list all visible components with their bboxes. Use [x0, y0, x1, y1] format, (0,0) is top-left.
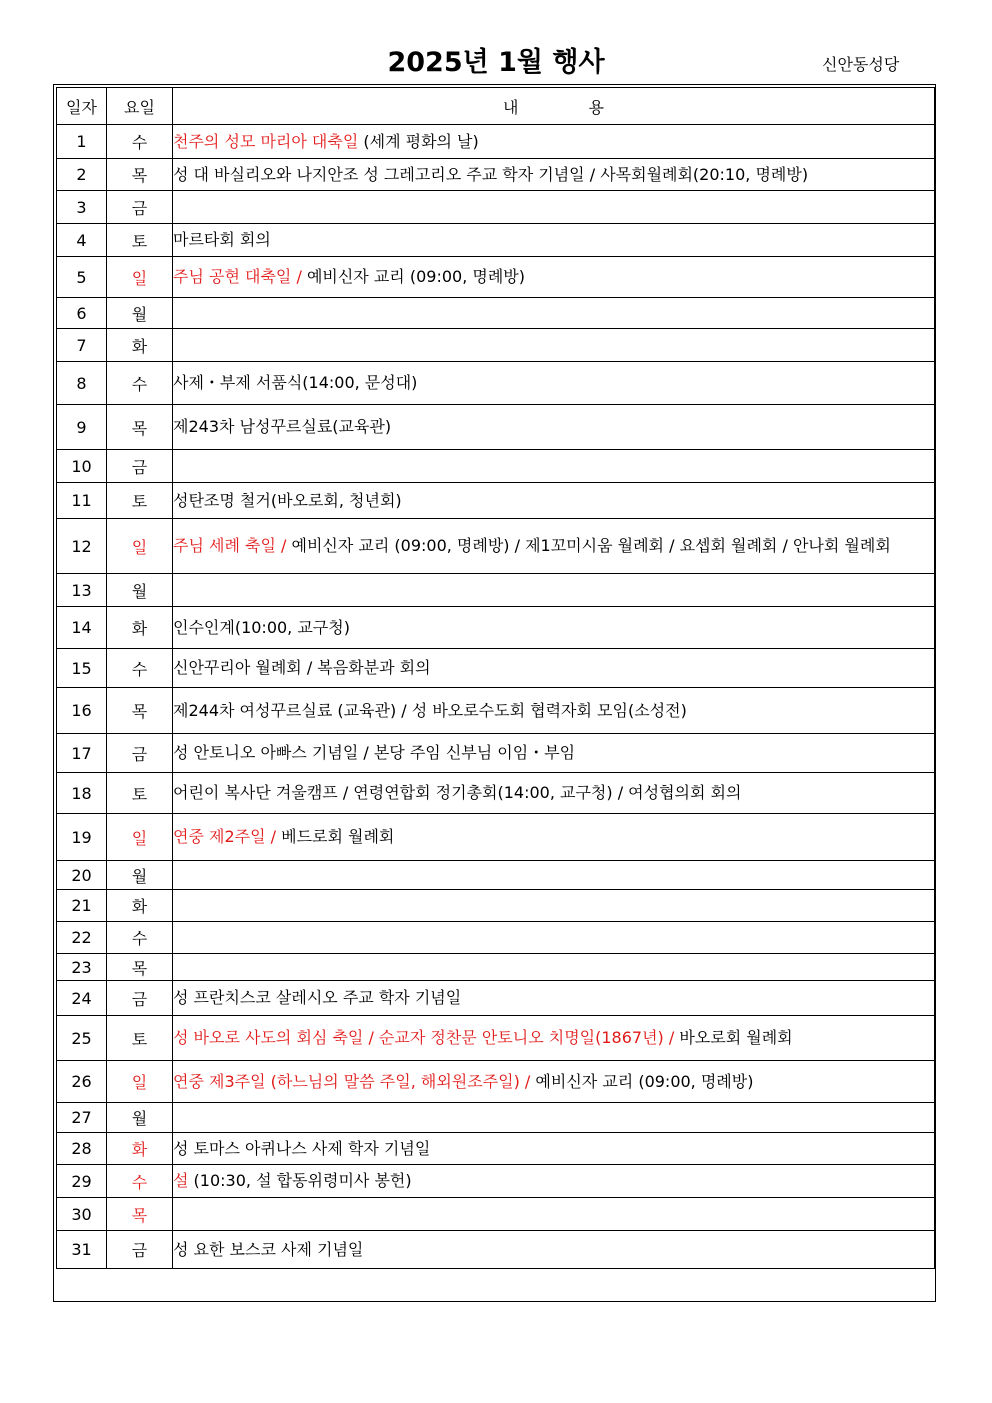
event-text: 제243차 남성꾸르실료(교육관) — [173, 417, 392, 436]
weekday-cell: 목 — [107, 688, 173, 734]
table-row — [57, 1198, 935, 1231]
event-cell — [173, 1133, 935, 1165]
event-cell — [173, 1231, 935, 1269]
day-cell: 31 — [57, 1231, 107, 1269]
weekday-cell: 화 — [107, 607, 173, 649]
day-cell: 9 — [57, 405, 107, 450]
weekday-cell: 금 — [107, 450, 173, 483]
table-row — [57, 257, 935, 298]
table-row — [57, 1165, 935, 1198]
event-cell — [173, 607, 935, 649]
day-cell: 3 — [57, 191, 107, 224]
day-cell: 23 — [57, 954, 107, 981]
table-row — [57, 607, 935, 649]
day-cell: 7 — [57, 329, 107, 362]
weekday-cell: 월 — [107, 1103, 173, 1133]
event-highlight: 천주의 성모 마리아 대축일 — [173, 131, 359, 151]
day-cell: 16 — [57, 688, 107, 734]
event-cell — [173, 773, 935, 814]
event-cell — [173, 1165, 935, 1198]
event-text: 예비신자 교리 (09:00, 명례방) / 제1꼬미시움 월례회 / 요셉회 월례회 / 안나회 월례회 — [291, 536, 891, 555]
table-row — [57, 159, 935, 191]
page-title: 2025년 1월 행사 — [387, 47, 605, 78]
table-row — [57, 773, 935, 814]
table-row — [57, 191, 935, 224]
table-row — [57, 922, 935, 954]
table-row — [57, 814, 935, 861]
header-weekday: 요일 — [107, 88, 173, 125]
event-cell — [173, 362, 935, 405]
event-text: 예비신자 교리 (09:00, 명례방) — [306, 267, 525, 286]
event-cell — [173, 574, 935, 607]
table-row — [57, 1133, 935, 1165]
weekday-cell: 토 — [107, 773, 173, 814]
event-cell — [173, 688, 935, 734]
event-cell — [173, 257, 935, 298]
weekday-cell: 일 — [107, 519, 173, 574]
weekday-cell: 수 — [107, 125, 173, 159]
table-row — [57, 1016, 935, 1061]
weekday-cell: 목 — [107, 954, 173, 981]
event-cell — [173, 981, 935, 1016]
day-cell: 12 — [57, 519, 107, 574]
day-cell: 27 — [57, 1103, 107, 1133]
event-text: 인수인계(10:00, 교구청) — [173, 617, 350, 637]
weekday-cell: 토 — [107, 1016, 173, 1061]
event-cell — [173, 329, 935, 362]
day-cell: 13 — [57, 574, 107, 607]
event-cell — [173, 298, 935, 329]
event-text: 성 토마스 아퀴나스 사제 학자 기념일 — [173, 1138, 431, 1158]
weekday-cell: 수 — [107, 922, 173, 954]
event-cell — [173, 450, 935, 483]
weekday-cell: 금 — [107, 1231, 173, 1269]
weekday-cell: 금 — [107, 981, 173, 1016]
event-cell — [173, 519, 935, 574]
event-highlight: 주님 공현 대축일 / — [173, 267, 307, 286]
table-row — [57, 688, 935, 734]
event-cell — [173, 405, 935, 450]
event-cell — [173, 1103, 935, 1133]
day-cell: 15 — [57, 649, 107, 688]
weekday-cell: 토 — [107, 483, 173, 519]
table-row — [57, 362, 935, 405]
event-cell — [173, 224, 935, 257]
weekday-cell: 월 — [107, 861, 173, 890]
event-cell — [173, 125, 935, 159]
event-cell — [173, 734, 935, 773]
table-header-row — [57, 88, 935, 125]
table-row — [57, 224, 935, 257]
event-cell — [173, 1061, 935, 1103]
day-cell: 30 — [57, 1198, 107, 1231]
table-row — [57, 405, 935, 450]
event-cell — [173, 159, 935, 191]
day-cell: 19 — [57, 814, 107, 861]
day-cell: 10 — [57, 450, 107, 483]
event-cell — [173, 1016, 935, 1061]
day-cell: 20 — [57, 861, 107, 890]
weekday-cell: 목 — [107, 159, 173, 191]
event-highlight: 연중 제2주일 / — [173, 827, 282, 846]
weekday-cell: 토 — [107, 224, 173, 257]
header-content-part1: 내 — [503, 97, 519, 117]
weekday-cell: 화 — [107, 890, 173, 922]
table-row — [57, 450, 935, 483]
event-text: 마르타회 회의 — [173, 230, 271, 249]
weekday-cell: 수 — [107, 649, 173, 688]
weekday-cell: 수 — [107, 362, 173, 405]
event-text: 성 대 바실리오와 나지안조 성 그레고리오 주교 학자 기념일 / 사목회월례회(20:10, 명례방) — [173, 164, 809, 184]
weekday-cell: 일 — [107, 257, 173, 298]
table-row — [57, 574, 935, 607]
event-text: 사제・부제 서품식(14:00, 문성대) — [173, 373, 418, 392]
day-cell: 1 — [57, 125, 107, 159]
weekday-cell: 금 — [107, 734, 173, 773]
weekday-cell: 목 — [107, 405, 173, 450]
day-cell: 29 — [57, 1165, 107, 1198]
parish-name: 신안동성당 — [822, 55, 900, 74]
event-cell — [173, 861, 935, 890]
event-cell — [173, 890, 935, 922]
event-highlight: 연중 제3주일 (하느님의 말씀 주일, 해외원조주일) / — [173, 1071, 536, 1091]
table-row — [57, 981, 935, 1016]
event-text: 성 프란치스코 살레시오 주교 학자 기념일 — [173, 988, 462, 1007]
event-cell — [173, 814, 935, 861]
weekday-cell: 일 — [107, 1061, 173, 1103]
day-cell: 5 — [57, 257, 107, 298]
header-content — [173, 88, 935, 125]
weekday-cell: 목 — [107, 1198, 173, 1231]
event-highlight: 성 바오로 사도의 회심 축일 / 순교자 정찬문 안토니오 치명일(1867년) / — [173, 1028, 680, 1047]
table-row — [57, 734, 935, 773]
event-cell — [173, 483, 935, 519]
table-row — [57, 1061, 935, 1103]
event-cell — [173, 954, 935, 981]
day-cell: 25 — [57, 1016, 107, 1061]
weekday-cell: 일 — [107, 814, 173, 861]
event-text: 신안꾸리아 월례회 / 복음화분과 회의 — [173, 658, 431, 677]
table-row — [57, 1231, 935, 1269]
weekday-cell: 화 — [107, 329, 173, 362]
event-text: 제244차 여성꾸르실료 (교육관) / 성 바오로수도회 협력자회 모임(소성전) — [173, 700, 687, 720]
table-row — [57, 329, 935, 362]
table-row — [57, 861, 935, 890]
event-cell — [173, 1198, 935, 1231]
event-text: 어린이 복사단 겨울캠프 / 연령연합회 정기총회(14:00, 교구청) / 여성협의회 회의 — [173, 783, 742, 802]
day-cell: 21 — [57, 890, 107, 922]
event-text: 바오로회 월례회 — [679, 1028, 793, 1047]
event-text: (10:30, 설 합동위령미사 봉헌) — [188, 1171, 412, 1190]
day-cell: 18 — [57, 773, 107, 814]
table-row — [57, 125, 935, 159]
weekday-cell: 월 — [107, 298, 173, 329]
day-cell: 6 — [57, 298, 107, 329]
header-day: 일자 — [57, 88, 107, 125]
table-row — [57, 483, 935, 519]
weekday-cell: 화 — [107, 1133, 173, 1165]
event-text: (세계 평화의 날) — [358, 131, 479, 151]
weekday-cell: 금 — [107, 191, 173, 224]
table-row — [57, 1103, 935, 1133]
event-cell — [173, 649, 935, 688]
event-cell — [173, 922, 935, 954]
event-highlight: 설 — [173, 1171, 189, 1190]
event-cell — [173, 191, 935, 224]
event-text: 베드로회 월례회 — [281, 827, 395, 846]
event-text: 성 요한 보스코 사제 기념일 — [173, 1239, 364, 1259]
day-cell: 24 — [57, 981, 107, 1016]
table-row — [57, 890, 935, 922]
day-cell: 14 — [57, 607, 107, 649]
weekday-cell: 월 — [107, 574, 173, 607]
day-cell: 22 — [57, 922, 107, 954]
day-cell: 11 — [57, 483, 107, 519]
event-text: 예비신자 교리 (09:00, 명례방) — [535, 1071, 754, 1091]
day-cell: 2 — [57, 159, 107, 191]
weekday-cell: 수 — [107, 1165, 173, 1198]
table-row — [57, 298, 935, 329]
event-highlight: 주님 세례 축일 / — [173, 536, 292, 555]
event-table — [56, 87, 935, 1269]
table-row — [57, 954, 935, 981]
day-cell: 17 — [57, 734, 107, 773]
day-cell: 8 — [57, 362, 107, 405]
event-text: 성 안토니오 아빠스 기념일 / 본당 주임 신부님 이임・부임 — [173, 743, 576, 762]
day-cell: 28 — [57, 1133, 107, 1165]
table-row — [57, 519, 935, 574]
table-row — [57, 649, 935, 688]
day-cell: 4 — [57, 224, 107, 257]
event-text: 성탄조명 철거(바오로회, 청년회) — [173, 490, 402, 510]
header-content-part2: 용 — [588, 97, 604, 117]
day-cell: 26 — [57, 1061, 107, 1103]
